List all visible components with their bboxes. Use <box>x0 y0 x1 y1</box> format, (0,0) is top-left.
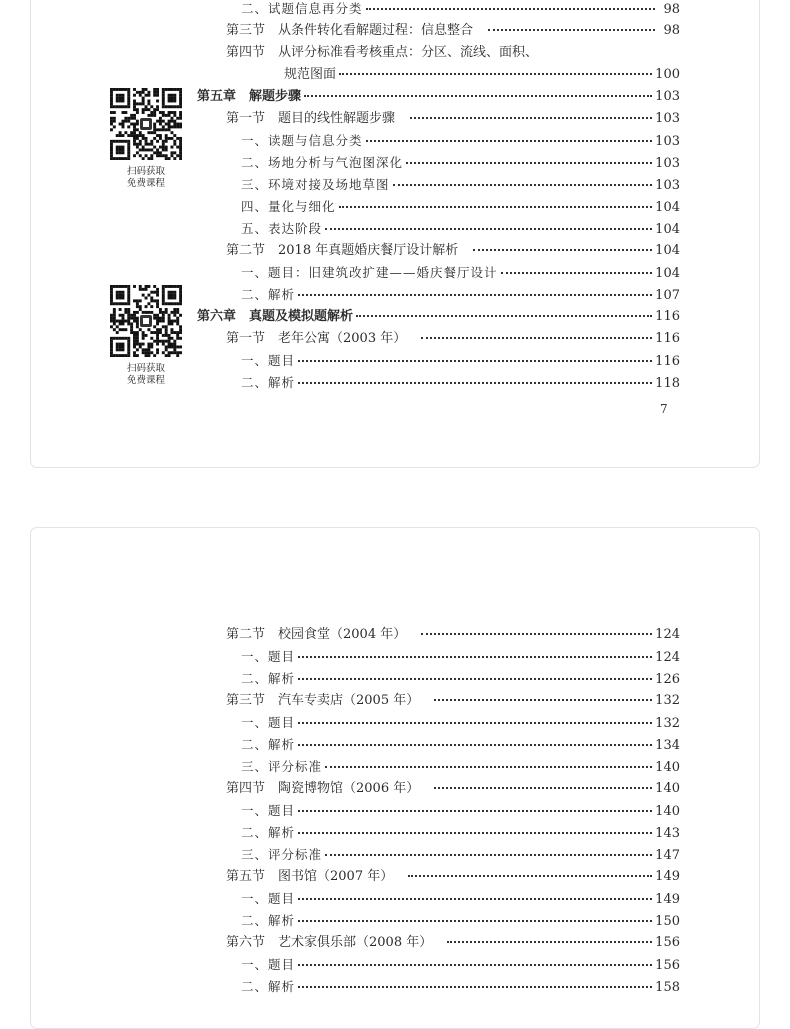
toc-entry-page-number: 100 <box>655 67 680 82</box>
toc-entry-label: 第三节 汽车专卖店（2005 年） <box>226 693 420 708</box>
dot-leader <box>325 766 652 768</box>
qr-code-icon[interactable] <box>110 285 182 357</box>
toc-entry-item[interactable] <box>241 822 680 844</box>
toc-entry-label: 三、评分标准 <box>241 847 323 862</box>
toc-entry-section[interactable] <box>226 20 680 42</box>
dot-leader <box>473 249 652 251</box>
toc-entry-page-number: 103 <box>655 178 680 193</box>
dot-leader <box>298 678 652 680</box>
toc-entry-label: 二、解析 <box>241 375 296 390</box>
toc-entry-label: 一、题目 <box>241 715 296 730</box>
dot-leader <box>298 832 652 834</box>
toc-entry-page-number: 104 <box>655 200 680 215</box>
toc-entry-item[interactable] <box>241 284 680 306</box>
toc-entry-item[interactable] <box>241 0 680 20</box>
toc-entry-label: 第五章 解题步骤 <box>197 89 302 104</box>
toc-entry-page-number: 149 <box>655 869 680 884</box>
toc-entry-section[interactable] <box>226 866 680 888</box>
toc-entry-item[interactable] <box>241 350 680 372</box>
toc-entry-page-number: 140 <box>655 781 680 796</box>
dot-leader <box>339 73 652 75</box>
toc-entry-label: 二、场地分析与气泡图深化 <box>241 155 404 170</box>
toc-entry-page-number: 103 <box>655 89 680 104</box>
toc-entry-label: 一、题目：旧建筑改扩建——婚庆餐厅设计 <box>241 265 498 280</box>
dot-leader <box>421 337 652 339</box>
qr-caption-line-1: 扫码获取 <box>126 363 165 374</box>
toc-entry-label: 第六章 真题及模拟题解析 <box>197 309 354 324</box>
toc-entry-page-number: 116 <box>655 331 680 346</box>
toc-entry-item[interactable] <box>241 976 680 998</box>
dot-leader <box>304 95 652 97</box>
dot-leader <box>298 382 652 384</box>
dot-leader <box>298 722 652 724</box>
toc-entry-section[interactable] <box>226 108 680 130</box>
toc-entry-page-number: 134 <box>655 738 680 753</box>
toc-entry-item[interactable] <box>241 668 680 690</box>
toc-entry-item[interactable] <box>241 712 680 734</box>
toc-entry-item[interactable] <box>241 954 680 976</box>
dot-leader <box>447 941 652 943</box>
toc-entry-page-number: 104 <box>655 266 680 281</box>
toc-entry-page-number: 147 <box>655 848 680 863</box>
toc-entry-label: 第一节 题目的线性解题步骤 <box>226 111 396 126</box>
toc-entry-section[interactable] <box>226 240 680 262</box>
toc-entry-cont[interactable] <box>284 64 680 86</box>
toc-entry-item[interactable] <box>241 756 680 778</box>
dot-leader <box>501 272 653 274</box>
dot-leader <box>339 206 653 208</box>
toc-entry-item[interactable] <box>241 152 680 174</box>
toc-entry-page-number: 118 <box>655 376 680 391</box>
toc-entry-chapter[interactable] <box>197 306 680 328</box>
toc-entry-page-number: 107 <box>655 288 680 303</box>
dot-leader <box>298 898 652 900</box>
toc-entry-label: 一、题目 <box>241 957 296 972</box>
toc-entry-page-number: 98 <box>663 2 680 17</box>
qr-code-icon[interactable] <box>110 88 182 160</box>
qr-code-block[interactable] <box>106 88 186 190</box>
page-number: 7 <box>660 402 668 416</box>
toc-entry-page-number: 150 <box>655 914 680 929</box>
toc-entry-page-number: 103 <box>655 134 680 149</box>
dot-leader <box>366 8 655 10</box>
toc-entry-page-number: 116 <box>655 354 680 369</box>
dot-leader <box>356 315 652 317</box>
dot-leader <box>298 964 652 966</box>
toc-entry-section[interactable] <box>226 328 680 350</box>
toc-entry-item[interactable] <box>241 262 680 284</box>
toc-entry-label: 第二节 2018 年真题婚庆餐厅设计解析 <box>226 243 459 258</box>
dot-leader <box>434 787 652 789</box>
toc-entry-label: 一、题目 <box>241 649 296 664</box>
toc-entry-label: 二、解析 <box>241 737 296 752</box>
toc-entry-label: 一、题目 <box>241 353 296 368</box>
toc-entry-page-number: 116 <box>655 309 680 324</box>
dot-leader <box>325 854 652 856</box>
dot-leader <box>366 140 653 142</box>
toc-entry-page-number: 103 <box>655 111 680 126</box>
toc-entry-item[interactable] <box>241 174 680 196</box>
toc-entry-label: 二、解析 <box>241 287 296 302</box>
dot-leader <box>393 184 653 186</box>
toc-entry-section[interactable] <box>226 690 680 712</box>
dot-leader <box>298 810 652 812</box>
toc-entry-page-number: 104 <box>655 243 680 258</box>
toc-entry-label: 规范图面 <box>284 67 337 82</box>
toc-entry-item[interactable] <box>241 130 680 152</box>
dot-leader <box>410 117 652 119</box>
toc-entry-page-number: 132 <box>655 716 680 731</box>
qr-code-block[interactable] <box>106 285 186 387</box>
qr-caption-line-2: 免费课程 <box>126 178 165 189</box>
toc-entry-label: 第四节 陶瓷博物馆（2006 年） <box>226 781 420 796</box>
toc-entry-label: 二、试题信息再分类 <box>241 1 363 16</box>
toc-entry-label: 二、解析 <box>241 825 296 840</box>
toc-entry-label: 一、题目 <box>241 803 296 818</box>
toc-entry-item[interactable] <box>241 910 680 932</box>
dot-leader <box>298 744 652 746</box>
toc-entry-page-number: 103 <box>655 156 680 171</box>
toc-entry-label: 三、环境对接及场地草图 <box>241 177 390 192</box>
toc-entry-page-number: 104 <box>655 222 680 237</box>
toc-page-top <box>30 0 760 468</box>
toc-entry-label: 第四节 从评分标准看考核重点：分区、流线、面积、 <box>226 45 539 60</box>
dot-leader <box>298 360 652 362</box>
dot-leader <box>298 920 652 922</box>
toc-entry-page-number: 149 <box>655 892 680 907</box>
toc-entry-page-number: 140 <box>655 760 680 775</box>
toc-entry-section-open[interactable] <box>226 42 680 64</box>
toc-entry-label: 一、题目 <box>241 891 296 906</box>
dot-leader <box>488 29 655 31</box>
toc-entry-page-number: 158 <box>655 980 680 995</box>
toc-entry-item[interactable] <box>241 844 680 866</box>
toc-entry-page-number: 126 <box>655 672 680 687</box>
toc-entry-section[interactable] <box>226 932 680 954</box>
toc-entry-label: 三、评分标准 <box>241 759 323 774</box>
toc-entry-section[interactable] <box>226 778 680 800</box>
toc-entry-item[interactable] <box>241 800 680 822</box>
dot-leader <box>298 656 652 658</box>
toc-page-bottom <box>30 527 760 1029</box>
toc-entry-label: 二、解析 <box>241 979 296 994</box>
dot-leader <box>434 699 652 701</box>
toc-entry-page-number: 98 <box>663 23 680 38</box>
toc-entry-item[interactable] <box>241 372 680 394</box>
toc-entry-page-number: 143 <box>655 826 680 841</box>
toc-entry-page-number: 124 <box>655 627 680 642</box>
qr-caption-line-1: 扫码获取 <box>126 166 165 177</box>
toc-entry-page-number: 124 <box>655 650 680 665</box>
toc-entry-label: 二、解析 <box>241 913 296 928</box>
toc-entry-page-number: 132 <box>655 693 680 708</box>
toc-entry-item[interactable] <box>241 734 680 756</box>
toc-entry-section[interactable] <box>226 624 680 646</box>
dot-leader <box>406 162 652 164</box>
dot-leader <box>325 228 652 230</box>
dot-leader <box>408 875 652 877</box>
toc-entry-item[interactable] <box>241 218 680 240</box>
toc-entry-page-number: 140 <box>655 804 680 819</box>
toc-entry-page-number: 156 <box>655 935 680 950</box>
toc-entry-chapter[interactable] <box>197 86 680 108</box>
dot-leader <box>298 294 652 296</box>
dot-leader <box>298 986 652 988</box>
toc-entry-item[interactable] <box>241 196 680 218</box>
toc-entry-page-number: 156 <box>655 958 680 973</box>
dot-leader <box>421 633 652 635</box>
toc-entry-label: 第二节 校园食堂（2004 年） <box>226 627 407 642</box>
toc-entry-item[interactable] <box>241 888 680 910</box>
toc-entry-label: 第六节 艺术家俱乐部（2008 年） <box>226 935 433 950</box>
qr-caption-line-2: 免费课程 <box>126 375 165 386</box>
toc-entry-label: 第一节 老年公寓（2003 年） <box>226 331 407 346</box>
toc-entry-label: 四、量化与细化 <box>241 199 336 214</box>
toc-entry-label: 二、解析 <box>241 671 296 686</box>
toc-entry-label: 一、读题与信息分类 <box>241 133 363 148</box>
toc-entry-label: 五、表达阶段 <box>241 221 323 236</box>
toc-entry-label: 第三节 从条件转化看解题过程：信息整合 <box>226 23 474 38</box>
toc-entry-label: 第五节 图书馆（2007 年） <box>226 869 394 884</box>
toc-entry-item[interactable] <box>241 646 680 668</box>
